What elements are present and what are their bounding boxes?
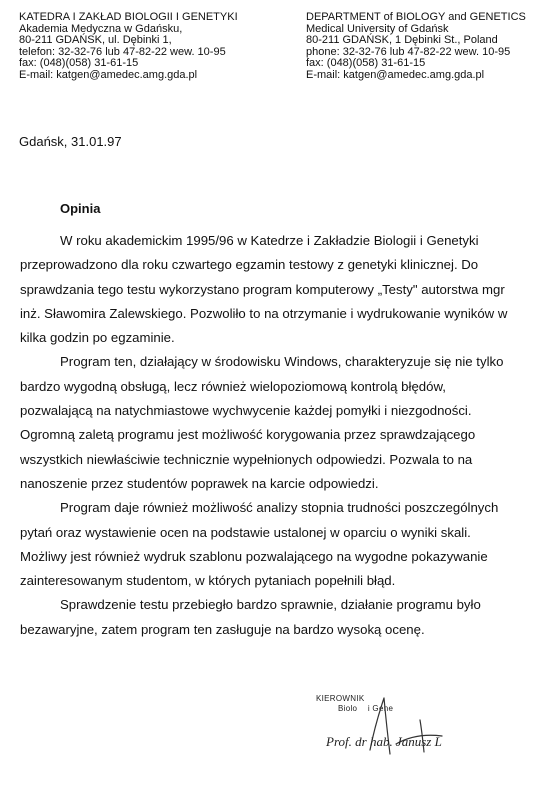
letterhead-line: fax: (048)(058) 31-61-15 xyxy=(19,57,139,70)
text-line: kilka godzin po egzaminie. xyxy=(20,330,175,346)
text-line: bezawaryjne, zatem program ten zasługuje na bardzo wysoką ocenę. xyxy=(20,621,425,637)
paragraph xyxy=(20,350,540,496)
text-line: pytań oraz wystawienie ocen na podstawie ustalonej w oparciu o wyniki skali. xyxy=(20,524,471,540)
stamp-line: KIEROWNIK xyxy=(316,694,365,703)
text-line: inż. Sławomira Zalewskiego. Pozwoliło to na otrzymanie i wydrukowanie wyników w xyxy=(20,305,508,321)
letterhead-line: phone: 32-32-76 lub 47-82-22 wew. 10-95 xyxy=(306,45,511,58)
letterhead-email: E-mail: katgen@amedec.amg.gda.pl xyxy=(306,68,485,81)
text-line: W roku akademickim 1995/96 w Katedrze i Zakładzie Biologii i Genetyki xyxy=(60,233,479,248)
text-line: Program daje również możliwość analizy stopnia trudności poszczególnych xyxy=(60,500,499,516)
letter-body xyxy=(20,229,540,642)
stamp-fragment: Biolo xyxy=(338,704,358,713)
text-line: sprawdzania tego testu wykorzystano program komputerowy „Testy" autorstwa mgr xyxy=(20,281,505,297)
letterhead-line: Akademia Medyczna w Gdańsku, xyxy=(19,22,183,35)
letterhead-line: KATEDRA I ZAKŁAD BIOLOGII I GENETYKI xyxy=(19,11,238,23)
letterhead-email: E-mail: katgen@amedec.amg.gda.pl xyxy=(19,68,198,81)
text-line: Ogromną zaletą programu jest możliwość korygowania przez sprawdzającego xyxy=(20,427,476,443)
text-line: pozwalającą na natychmiastowe wychwycenie każdej pomyłki i niezgodności. xyxy=(20,403,472,419)
text-line: Program ten, działający w środowisku Windows, charakteryzuje się nie tylko xyxy=(60,354,504,370)
text-line: wszystkich niewłaściwie technicznie wypełnionych odpowiedzi. Pozwala to na xyxy=(20,451,473,467)
paragraph xyxy=(20,229,540,350)
document-title: Opinia xyxy=(60,201,101,216)
text-line: przeprowadzono dla roku czwartego egzamin testowy z genetyki klinicznej. Do xyxy=(20,257,479,273)
paragraph xyxy=(20,496,540,593)
letterhead-line: Medical University of Gdańsk xyxy=(306,22,449,35)
letterhead-line: fax: (048)(058) 31-61-15 xyxy=(306,57,426,70)
place-date: Gdańsk, 31.01.97 xyxy=(19,134,122,149)
letterhead-line: telefon: 32-32-76 lub 47-82-22 wew. 10-95 xyxy=(19,45,226,58)
letterhead-line: 80-211 GDAŃSK, ul. Dębinki 1, xyxy=(19,34,172,47)
letterhead-line: 80-211 GDAŃSK, 1 Dębinki St., Poland xyxy=(306,34,498,47)
stamp-fragment: i Gene xyxy=(367,704,394,713)
letterhead-polish xyxy=(19,12,238,82)
text-line: Możliwy jest również wydruk szablonu pozwalającego na wygodne pokazywanie xyxy=(20,548,488,564)
text-line: bardzo wygodną obsługą, lecz również wielopoziomową kontrolą błędów, xyxy=(20,378,446,394)
letterhead-line: DEPARTMENT of BIOLOGY and GENETICS xyxy=(306,11,526,23)
letterhead-english xyxy=(306,12,526,82)
text-line: Sprawdzenie testu przebiegło bardzo sprawnie, działanie programu było xyxy=(60,597,481,613)
text-line: nanoszenie przez studentów poprawek na karcie odpowiedzi. xyxy=(20,475,379,491)
signature-name: Prof. dr hab. Janusz L xyxy=(326,734,442,749)
paragraph xyxy=(20,593,540,642)
text-line: zainteresowanym studentom, w których pytaniach popełnili błąd. xyxy=(20,573,396,589)
